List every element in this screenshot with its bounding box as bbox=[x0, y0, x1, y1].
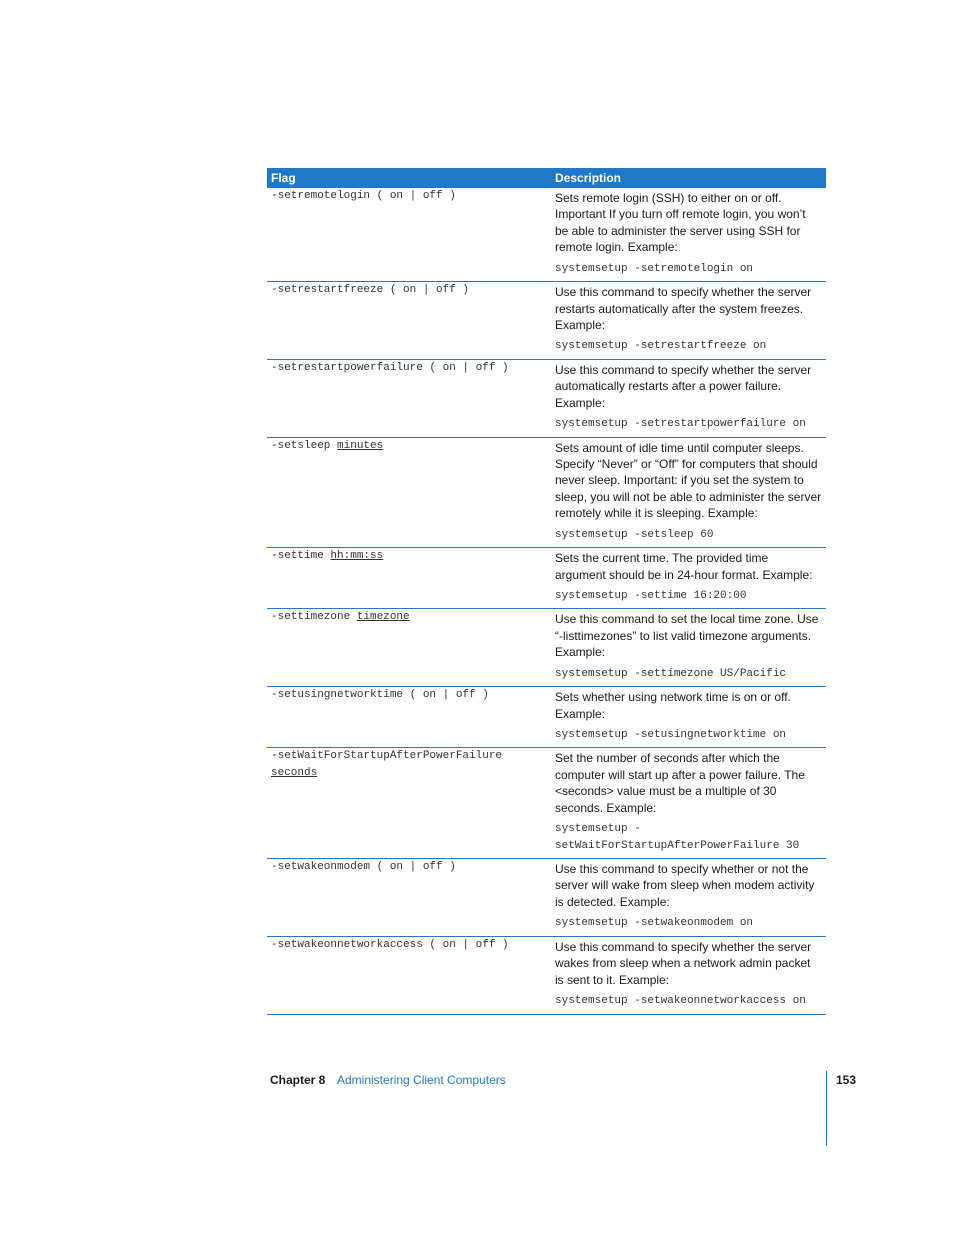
table-row bbox=[267, 859, 826, 937]
example-command: systemsetup -setwakeonmodem on bbox=[555, 917, 754, 930]
flag-argument: timezone bbox=[356, 611, 410, 624]
footer-chapter-label: Chapter 8 bbox=[270, 1073, 326, 1087]
example-command: systemsetup - setWaitForStartupAfterPowerFailure 30 bbox=[555, 823, 800, 852]
example-command: systemsetup -setrestartpowerfailure on bbox=[555, 418, 806, 431]
description-text: Use this command to specify whether the server automatically restarts after a power failure. Example: bbox=[555, 362, 812, 410]
description-cell bbox=[551, 859, 826, 937]
flag-cell bbox=[267, 748, 551, 859]
description-cell bbox=[551, 936, 826, 1014]
example-command: systemsetup -setusingnetworktime on bbox=[555, 728, 787, 741]
flag-name: -setWaitForStartupAfterPowerFailure bbox=[271, 750, 503, 763]
table-row bbox=[267, 936, 826, 1014]
example-command: systemsetup -setsleep 60 bbox=[555, 528, 714, 541]
description-cell bbox=[551, 748, 826, 859]
flag-name: -settimezone bbox=[271, 611, 357, 624]
table-row bbox=[267, 359, 826, 437]
table-row bbox=[267, 188, 826, 282]
table-row bbox=[267, 687, 826, 748]
flag-cell bbox=[267, 282, 551, 360]
flag-column-header: Flag bbox=[267, 168, 551, 188]
flag-cell bbox=[267, 188, 551, 282]
description-text: Use this command to set the local time zone. Use “-listtimezones” to list valid timezone arguments. Example: bbox=[555, 612, 819, 660]
footer-chapter-title: Administering Client Computers bbox=[337, 1073, 506, 1087]
flag-argument: minutes bbox=[337, 439, 384, 452]
flag-name: -setwakeonmodem ( on | off ) bbox=[271, 861, 456, 874]
flag-cell bbox=[267, 359, 551, 437]
flag-name: -setusingnetworktime ( on | off ) bbox=[271, 689, 489, 702]
description-column-header: Description bbox=[551, 168, 826, 188]
example-command: systemsetup -setrestartfreeze on bbox=[555, 340, 767, 353]
flag-table bbox=[267, 168, 826, 1015]
description-text: Use this command to specify whether the server wakes from sleep when a network admin packet is sent to it. Example: bbox=[555, 939, 812, 987]
description-cell bbox=[551, 687, 826, 748]
table-header-row bbox=[267, 168, 826, 188]
flag-name: -settime bbox=[271, 550, 331, 563]
table-row bbox=[267, 748, 826, 859]
description-text: Use this command to specify whether the server restarts automatically after the system freezes. Example: bbox=[555, 285, 812, 332]
description-text: Sets amount of idle time until computer sleeps. Specify “Never” or “Off” for computers that should never sleep. Important: if you set the system to sleep, you will not be able to administer the server remotely while it is sleeping. Example: bbox=[555, 440, 822, 521]
description-cell bbox=[551, 282, 826, 360]
description-cell bbox=[551, 188, 826, 282]
table-row bbox=[267, 609, 826, 687]
flag-cell bbox=[267, 687, 551, 748]
example-command: systemsetup -setwakeonnetworkaccess on bbox=[555, 995, 806, 1007]
example-command: systemsetup -setremotelogin on bbox=[555, 262, 754, 275]
flag-argument: seconds bbox=[271, 767, 318, 780]
description-text: Use this command to specify whether or not the server will wake from sleep when modem activity is detected. Example: bbox=[555, 862, 815, 909]
example-command: systemsetup -settimezone US/Pacific bbox=[555, 667, 787, 680]
description-cell bbox=[551, 359, 826, 437]
example-command: systemsetup -settime 16:20:00 bbox=[555, 589, 747, 602]
flag-cell bbox=[267, 859, 551, 937]
page-number: 153 bbox=[836, 1073, 857, 1087]
flag-name: -setwakeonnetworkaccess ( on | off ) bbox=[271, 938, 509, 951]
flag-cell bbox=[267, 609, 551, 687]
description-text: Sets remote login (SSH) to either on or off. Important If you turn off remote login, you won’t be able to administer the server using SSH for remote login. Example: bbox=[555, 191, 806, 255]
flag-name: -setremotelogin ( on | off ) bbox=[271, 190, 456, 202]
description-cell bbox=[551, 548, 826, 609]
flag-name: -setrestartpowerfailure ( on | off ) bbox=[271, 361, 509, 374]
flag-name: -setrestartfreeze ( on | off ) bbox=[271, 284, 470, 297]
description-text: Sets the current time. The provided time argument should be in 24-hour format. Example: bbox=[555, 551, 813, 582]
table-row bbox=[267, 437, 826, 548]
flag-cell bbox=[267, 548, 551, 609]
footer-divider bbox=[826, 1071, 827, 1146]
table-row bbox=[267, 282, 826, 360]
flag-cell bbox=[267, 936, 551, 1014]
flag-argument: hh:mm:ss bbox=[330, 550, 384, 563]
flag-cell bbox=[267, 437, 551, 548]
description-cell bbox=[551, 437, 826, 548]
description-text: Set the number of seconds after which the computer will start up after a power failure. The <seconds> value must be a multiple of 30 seconds. Example: bbox=[555, 751, 805, 815]
table-row bbox=[267, 548, 826, 609]
description-cell bbox=[551, 609, 826, 687]
description-text: Sets whether using network time is on or off. Example: bbox=[555, 690, 791, 721]
flag-name: -setsleep bbox=[271, 439, 338, 452]
